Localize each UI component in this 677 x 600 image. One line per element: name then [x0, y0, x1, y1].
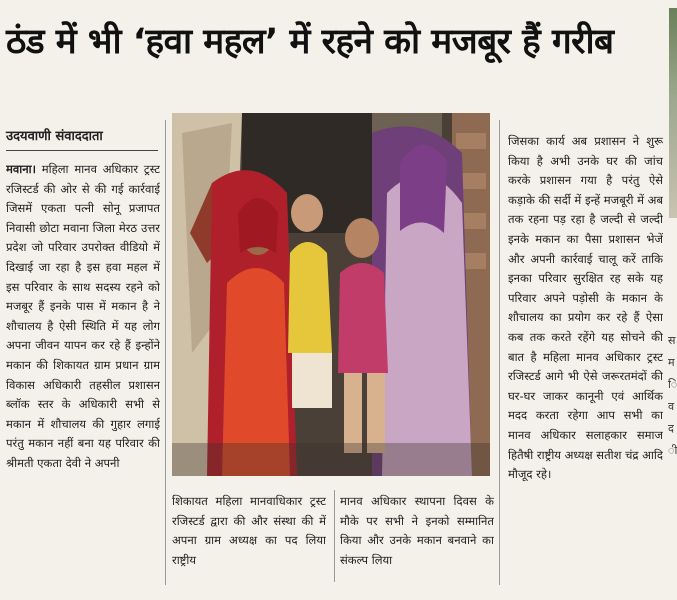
column-divider [165, 120, 166, 585]
column-divider [334, 490, 335, 582]
dateline: मवाना। [6, 162, 36, 176]
article-text-left: महिला मानव अधिकार ट्रस्ट रजिस्टर्ड की ओर से की गई कार्रवाई जिसमें एकता पत्नी सोनू प्रजापत निवासी छोटा मवाना जिला मेरठ उत्तर प्रदेश जो परिवार उपरोक्त वीडियो में दिखाई जा रहा है इस हवा महल में इस परिवार के साथ सदस्य रहने को मजबूर हैं इनके पास में मकान है ने शौचालय है ऐसी स्थिति में यह लोग अपना जीवन यापन कर रहे हैं इन्होंने मकान की शिकायत ग्राम प्रधान ग्राम विकास अधिकारी तहसील प्रशासन ब्लॉक स्तर के अधिकारी सभी से मकान में शौचालय की गुहार लगाई परंतु मकान नहीं बना यह परिवार की श्रीमती एकता देवी ने अपनी [6, 162, 160, 470]
article-column-left [6, 160, 160, 585]
article-column-bottom-1: शिकायत महिला मानवाधिकार ट्रस्ट रजिस्टर्ड द्वारा की और संस्था की में अपना ग्राम अध्यक्ष का पद लिया राष्ट्रीय [172, 494, 326, 567]
column-divider [499, 120, 500, 585]
article-column-right: जिसका कार्य अब प्रशासन ने शुरू किया है अभी उनके घर की जांच करके प्रशासन गया है परंतु ऐसे कड़ाके की सर्दी में इन्हें मजबूरी में अब तक रहना पड़ रहा है जल्दी से जल्दी इनके मकान का पैसा प्रशासन भेजें और अपनी कार्रवाई चालू करें ताकि इनका परिवार सुरक्षित रह सके यह परिवार अपने पड़ोसी के मकान के शौचालय का प्रयोग कर रहे हैं ऐसा कब तक करते रहेंगे यह सोचने की बात है महिला मानव अधिकार ट्रस्ट रजिस्टर्ड आगे भी ऐसे जरूरतमंदों की घर-घर जाकर कानूनी एवं आर्थिक मदद करता रहेगा आप सभी का मानव अधिकार सलाहकार समाज हितैषी राष्ट्रीय अध्यक्ष सतीश चंद्र आदि मौजूद रहे। [508, 134, 663, 482]
article-column-bottom-2: मानव अधिकार स्थापना दिवस के मौके पर सभी ने इनको सम्मानित किया और उनके मकान बनवाने का संकल्प लिया [340, 494, 494, 567]
photo-family-illustration [172, 113, 490, 476]
byline: उदयवाणी संवाददाता [6, 126, 158, 151]
headline: ठंड में भी ‘हवा महल’ में रहने को मजबूर हैं गरीब [6, 22, 614, 62]
news-photo [172, 113, 490, 476]
adjacent-column-text-edge: स म ि व द ी [668, 334, 677, 457]
adjacent-article-photo-edge [669, 8, 677, 218]
